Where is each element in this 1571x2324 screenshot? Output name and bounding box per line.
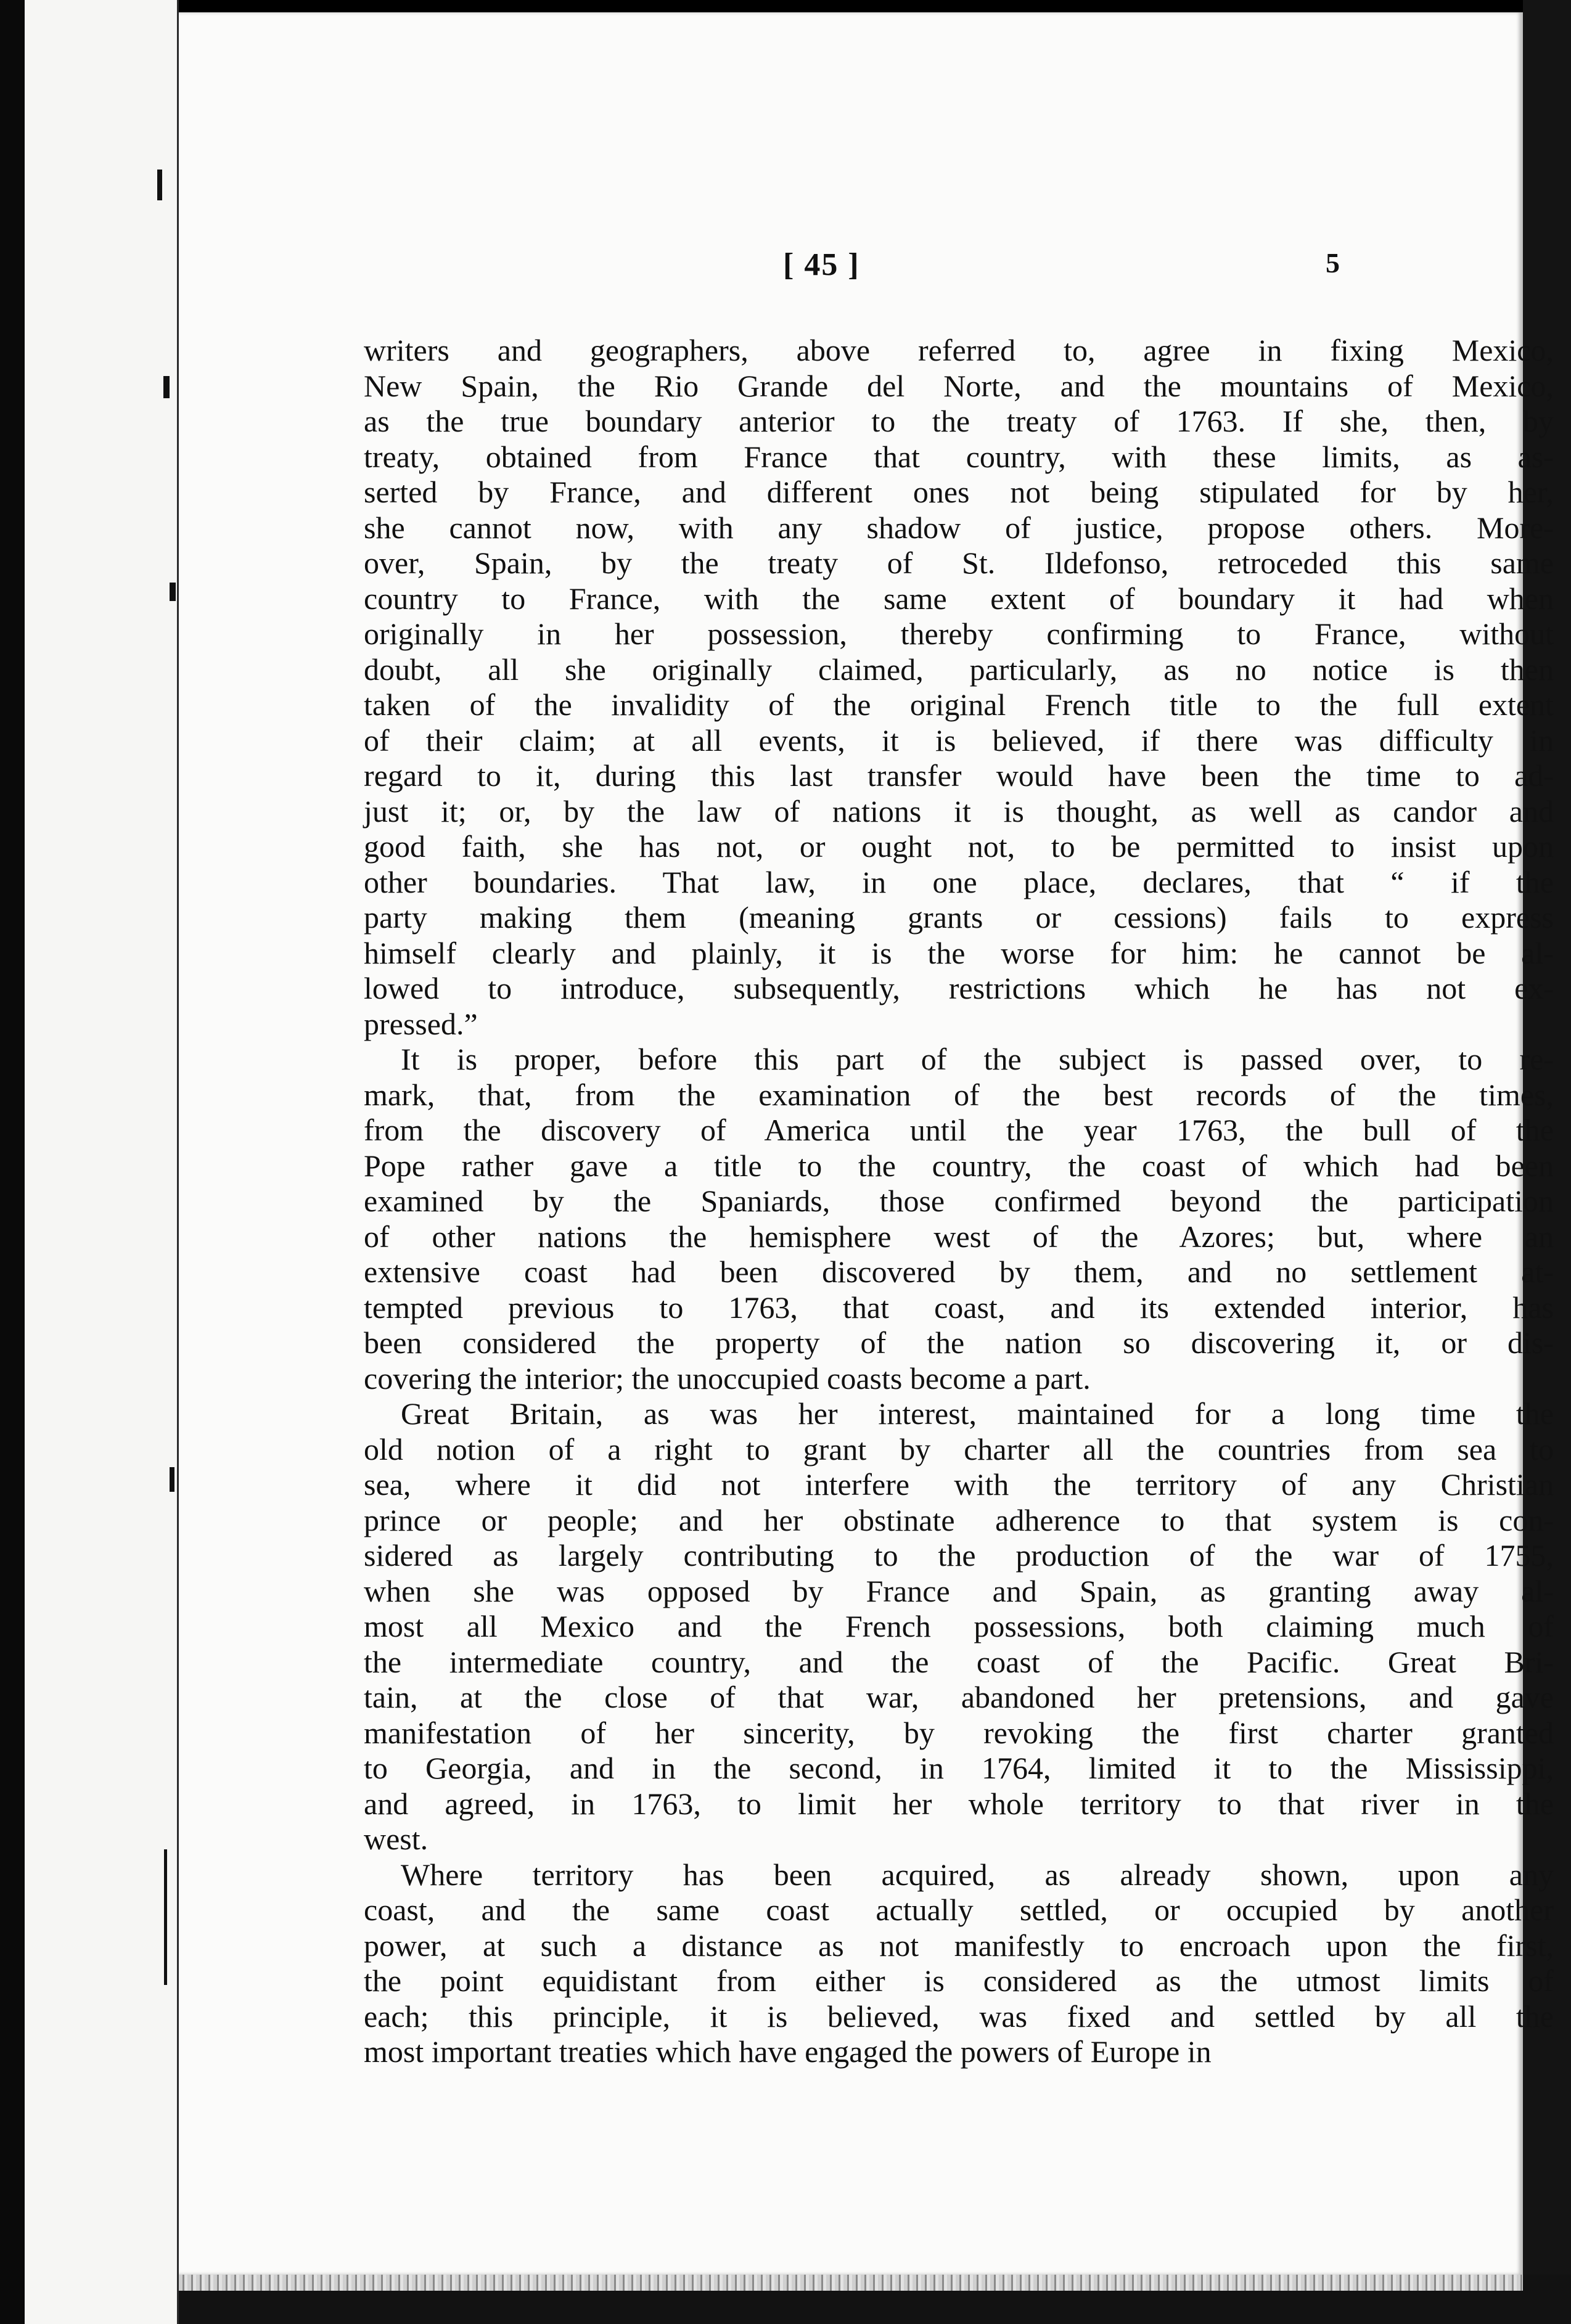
text-line: examined by the Spaniards, those confirmed beyond the participation	[364, 1184, 1554, 1218]
page-number: [ 45 ]	[783, 247, 860, 282]
text-line: covering the interior; the unoccupied coasts become a part.	[364, 1360, 1091, 1396]
text-line: Great Britain, as was her interest, maintained for a long time the	[401, 1396, 1554, 1431]
text-line: Pope rather gave a title to the country, the coast of which had been	[364, 1148, 1554, 1183]
text-line: pressed.”	[364, 1006, 478, 1041]
text-line: each; this principle, it is believed, was fixed and settled by all the	[364, 1999, 1554, 2034]
text-line: just it; or, by the law of nations it is thought, as well as candor and	[364, 793, 1554, 829]
text-line: manifestation of her sincerity, by revoking the first charter granted	[364, 1715, 1554, 1750]
text-line: country to France, with the same extent of boundary it had when	[364, 581, 1554, 616]
text-line: sea, where it did not interfere with the territory of any Christian	[364, 1467, 1554, 1502]
text-line: originally in her possession, thereby confirming to France, without	[364, 616, 1554, 651]
text-line: and agreed, in 1763, to limit her whole territory to that river in the	[364, 1786, 1554, 1821]
text-line: party making them (meaning grants or cessions) fails to express	[364, 900, 1554, 935]
body-text	[364, 333, 1554, 2070]
text-line: serted by France, and different ones not being stipulated for by her,	[364, 475, 1554, 509]
text-line: coast, and the same coast actually settled, or occupied by another	[364, 1892, 1554, 1927]
text-line: over, Spain, by the treaty of St. Ildefonso, retroceded this same	[364, 546, 1554, 580]
bottom-edge	[179, 2275, 1571, 2324]
text-line: most all Mexico and the French possessions, both claiming much of	[364, 1609, 1554, 1643]
leaf-mark	[157, 170, 162, 200]
text-line: to Georgia, and in the second, in 1764, limited it to the Mississippi,	[364, 1751, 1554, 1785]
text-line: from the discovery of America until the year 1763, the bull of the	[364, 1113, 1554, 1147]
page-edge-strip	[179, 2275, 1523, 2291]
leaf-mark	[164, 1849, 167, 1985]
text-line: Where territory has been acquired, as already shown, upon any	[401, 1857, 1554, 1892]
text-line: other boundaries. That law, in one place, declares, that “ if the	[364, 864, 1554, 899]
text-line: doubt, all she originally claimed, particularly, as no notice is then	[364, 652, 1554, 687]
signature-mark: 5	[1326, 247, 1340, 279]
text-line: treaty, obtained from France that country, with these limits, as as-	[364, 439, 1554, 474]
page-header	[179, 247, 1523, 296]
paragraph	[364, 1396, 1554, 1857]
text-line: sidered as largely contributing to the production of the war of 1755,	[364, 1538, 1554, 1573]
text-line: regard to it, during this last transfer would have been the time to ad-	[364, 758, 1554, 793]
document-page	[179, 12, 1554, 2275]
text-line: she cannot now, with any shadow of justice, propose others. More-	[364, 510, 1554, 545]
text-line: prince or people; and her obstinate adherence to that system is con-	[364, 1502, 1554, 1537]
previous-leaf	[25, 0, 179, 2324]
text-line: as the true boundary anterior to the treaty of 1763. If she, then, by	[364, 404, 1554, 438]
paragraph	[364, 1857, 1554, 2070]
text-line: of other nations the hemisphere west of the Azores; but, where an	[364, 1219, 1554, 1254]
text-line: extensive coast had been discovered by them, and no settlement at-	[364, 1254, 1554, 1289]
text-line: been considered the property of the nation so discovering it, or dis-	[364, 1325, 1554, 1360]
leaf-mark	[170, 1467, 174, 1492]
binding-edge	[0, 0, 25, 2324]
text-line: tain, at the close of that war, abandoned her pretensions, and gave	[364, 1680, 1554, 1714]
text-line: west.	[364, 1822, 429, 1856]
text-line: himself clearly and plainly, it is the worse for him: he cannot be al-	[364, 935, 1554, 970]
text-line: power, at such a distance as not manifestly to encroach upon the first,	[364, 1928, 1554, 1963]
text-line: the point equidistant from either is considered as the utmost limits of	[364, 1963, 1554, 1998]
leaf-mark	[170, 583, 176, 601]
paragraph	[364, 1042, 1554, 1396]
text-line: It is proper, before this part of the subject is passed over, to re-	[401, 1042, 1554, 1076]
text-line: writers and geographers, above referred to, agree in fixing Mexico,	[364, 333, 1554, 367]
paragraph	[364, 333, 1554, 1042]
text-line: taken of the invalidity of the original French title to the full extent	[364, 687, 1554, 722]
text-line: of their claim; at all events, it is believed, if there was difficulty in	[364, 722, 1554, 758]
text-line: most important treaties which have engaged the powers of Europe in	[364, 2034, 1212, 2069]
text-line: New Spain, the Rio Grande del Norte, and the mountains of Mexico,	[364, 368, 1554, 403]
text-line: old notion of a right to grant by charter all the countries from sea to	[364, 1431, 1554, 1467]
text-line: the intermediate country, and the coast of the Pacific. Great Bri-	[364, 1644, 1554, 1679]
text-line: good faith, she has not, or ought not, to be permitted to insist upon	[364, 829, 1554, 864]
leaf-mark	[163, 376, 170, 398]
text-line: mark, that, from the examination of the best records of the times,	[364, 1077, 1554, 1112]
text-line: tempted previous to 1763, that coast, and its extended interior, has	[364, 1290, 1554, 1325]
text-line: lowed to introduce, subsequently, restrictions which he has not ex-	[364, 971, 1554, 1005]
text-line: when she was opposed by France and Spain, as granting away al-	[364, 1573, 1554, 1608]
